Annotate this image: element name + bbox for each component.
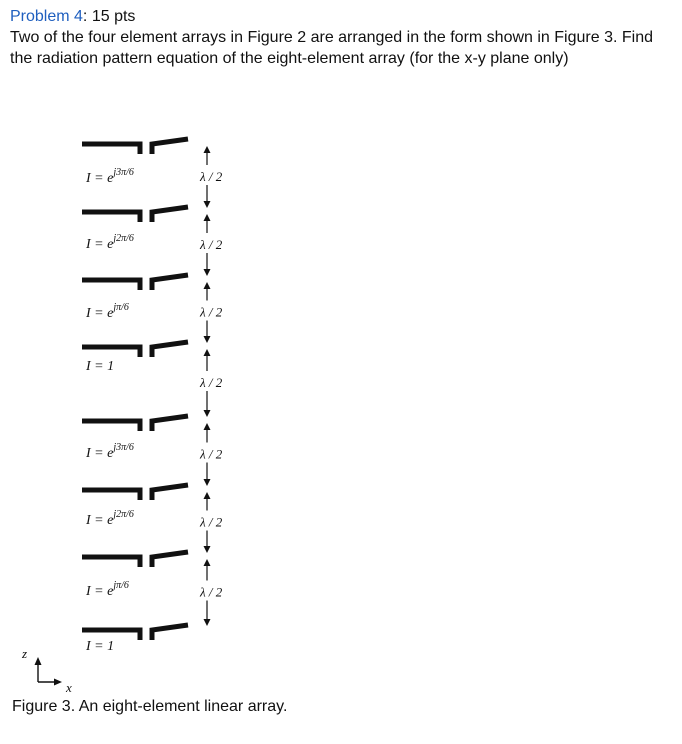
dipole-left-arm — [82, 490, 140, 500]
dipole-element — [82, 552, 188, 567]
figure-caption: Figure 3. An eight-element linear array. — [12, 698, 288, 715]
arrow-up-icon — [204, 423, 211, 430]
dipole-right-arm — [152, 552, 188, 567]
current-label — [85, 302, 129, 321]
arrow-down-icon — [204, 201, 211, 208]
problem-label: Problem 4 — [10, 8, 83, 25]
arrow-up-icon — [204, 146, 211, 153]
current-label — [85, 167, 134, 186]
arrow-down-icon — [204, 336, 211, 343]
arrow-up-icon — [204, 559, 211, 566]
problem-points: 15 pts — [91, 8, 136, 25]
problem-text: Two of the four element arrays in Figure 2 are arranged in the form shown in Figure 3. Find the radiation pattern equation of the eight-element array (for the x-y plane only) — [10, 29, 653, 67]
spacing-label: λ / 2 — [200, 304, 223, 320]
dipole-left-arm — [82, 212, 140, 222]
dipole-left-arm — [82, 557, 140, 567]
current-base: I = e — [86, 306, 114, 321]
dipole-right-arm — [152, 275, 188, 290]
spacing-label: λ / 2 — [200, 237, 223, 252]
arrow-up-icon — [204, 492, 211, 499]
current-base: I = e — [86, 446, 114, 461]
dipole-element — [82, 139, 188, 154]
arrow-down-icon — [204, 479, 211, 486]
arrow-down-icon — [204, 546, 211, 553]
current-base: I = e — [86, 237, 114, 252]
arrow-up-icon — [204, 214, 211, 221]
spacing-marker — [199, 214, 223, 276]
arrow-down-icon — [204, 269, 211, 276]
x-axis-arrow-icon — [54, 679, 62, 686]
dipole-element — [82, 625, 188, 640]
dipole-right-arm — [152, 342, 188, 357]
dipole-element — [82, 207, 188, 222]
current-base: I = e — [86, 513, 114, 528]
dipole-element — [82, 342, 188, 357]
spacing-label: λ / 2 — [200, 375, 223, 390]
axis-x-label: x — [66, 680, 72, 695]
current-exponent: j3π/6 — [113, 167, 134, 178]
spacing-label: λ / 2 — [200, 514, 223, 530]
spacing-label: λ / 2 — [200, 169, 223, 184]
current-base: I = e — [86, 171, 114, 186]
current-base: I = e — [86, 584, 114, 599]
current-label — [85, 580, 129, 599]
dipole-right-arm — [152, 625, 188, 640]
current-exponent: jπ/6 — [113, 580, 129, 591]
spacing-marker — [199, 492, 223, 553]
spacing-marker — [199, 146, 223, 208]
current-labels — [85, 167, 134, 654]
dipole-stack — [82, 139, 188, 640]
arrow-up-icon — [204, 349, 211, 356]
current-base: I = 1 — [86, 359, 115, 374]
dipole-right-arm — [152, 485, 188, 500]
problem-colon: : — [82, 8, 88, 25]
axis-indicator — [21, 646, 72, 695]
current-label — [85, 442, 134, 461]
dipole-element — [82, 485, 188, 500]
current-exponent: j2π/6 — [113, 509, 134, 520]
spacing-marker — [199, 559, 223, 626]
dipole-left-arm — [82, 421, 140, 431]
spacing-marker — [199, 423, 223, 486]
axis-z-label: z — [22, 646, 28, 661]
current-label — [85, 233, 134, 252]
current-label — [85, 359, 114, 374]
arrow-up-icon — [204, 282, 211, 289]
dipole-element — [82, 416, 188, 431]
spacing-label: λ / 2 — [200, 446, 223, 462]
current-label — [85, 639, 114, 654]
current-label — [85, 509, 134, 528]
current-exponent: j3π/6 — [113, 442, 134, 453]
spacing-label: λ / 2 — [200, 584, 223, 600]
arrow-down-icon — [204, 410, 211, 417]
dipole-right-arm — [152, 207, 188, 222]
spacing-marker — [199, 282, 223, 343]
dipole-right-arm — [152, 416, 188, 431]
current-base: I = 1 — [86, 639, 115, 654]
dipole-element — [82, 275, 188, 290]
dipole-left-arm — [82, 347, 140, 357]
dipole-left-arm — [82, 280, 140, 290]
current-exponent: j2π/6 — [113, 233, 134, 244]
arrow-down-icon — [204, 619, 211, 626]
spacing-markers — [199, 146, 223, 626]
z-axis-arrow-icon — [35, 657, 42, 665]
spacing-marker — [199, 349, 223, 417]
dipole-right-arm — [152, 139, 188, 154]
dipole-left-arm — [82, 144, 140, 154]
current-exponent: jπ/6 — [113, 302, 129, 313]
